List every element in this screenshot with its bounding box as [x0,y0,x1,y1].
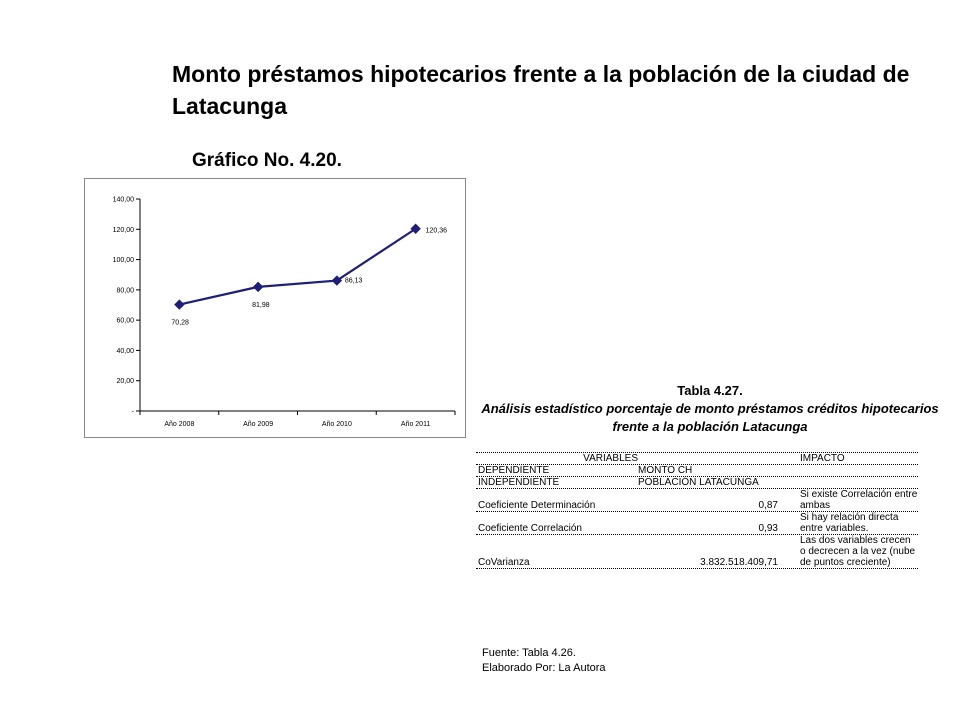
source-text: Fuente: Tabla 4.26. [482,647,576,659]
table-row [476,535,918,569]
row-label: Coeficiente Correlación [478,523,582,534]
row-value: 0,87 [758,500,778,511]
stats-table [476,452,918,569]
x-tick-label: Año 2008 [164,421,195,428]
data-label: 86,13 [344,277,363,285]
independiente-impact [782,477,918,488]
data-point [175,300,184,309]
series-layer [171,224,447,326]
y-axis [113,197,140,416]
independiente-label: INDEPENDIENTE [478,477,560,488]
table-row [476,489,918,512]
y-tick-label: 60,00 [116,317,134,325]
data-point [254,282,263,291]
table-number: Tabla 4.27. [677,383,743,398]
dependiente-impact [782,465,918,476]
table-row [476,512,918,535]
row-impact: Si hay relación directa entre variables. [800,512,899,534]
y-tick-label: 20,00 [116,378,134,386]
chart-number: Gráfico No. 4.20. [192,150,342,171]
y-tick-label: 100,00 [112,257,134,265]
table-row-dependiente [476,465,918,477]
x-tick-label: Año 2009 [243,421,274,428]
author-text: Elaborado Por: La Autora [482,662,606,674]
row-value: 0,93 [758,523,778,534]
y-tick-label: 80,00 [116,287,134,295]
row-impact: Las dos variables crecen o decrecen a la vez (nube de puntos creciente) [800,535,916,568]
x-axis [140,411,455,428]
header-variables-text: VARIABLES [583,453,638,464]
chart-svg [85,179,465,437]
independiente-value: POBLACIÓN LATACUNGA [638,477,759,488]
row-label: Coeficiente Determinación [478,500,596,511]
x-tick-label: Año 2010 [321,421,352,428]
data-label: 70,28 [171,319,189,327]
source-notes [482,646,606,676]
y-tick-label: 40,00 [116,347,134,355]
page-title: Monto préstamos hipotecarios frente a la población de la ciudad de Latacunga [172,61,910,119]
y-tick-label: 120,00 [112,226,134,234]
header-variables [476,453,638,464]
y-tick-label: - [131,408,134,416]
data-label: 81,98 [252,301,270,309]
row-label: CoVarianza [478,557,530,568]
table-row-independiente [476,477,918,489]
table-description: Análisis estadístico porcentaje de monto préstamos créditos hipotecarios frente a la población Latacunga [481,401,939,434]
header-impacto: IMPACTO [800,453,845,464]
x-tick-label: Año 2011 [400,421,431,428]
data-label: 120,36 [425,227,448,235]
row-impact: Si existe Correlación entre ambas [800,489,918,511]
y-tick-label: 140,00 [112,196,134,204]
line-chart [84,178,466,438]
table-header-row [476,452,918,465]
dependiente-label: DEPENDIENTE [478,465,550,476]
dependiente-value: MONTO CH [638,465,693,476]
row-value: 3.832.518.409,71 [700,557,778,568]
table-caption [470,382,950,436]
header-spacer [638,453,782,464]
series-line [179,229,415,305]
